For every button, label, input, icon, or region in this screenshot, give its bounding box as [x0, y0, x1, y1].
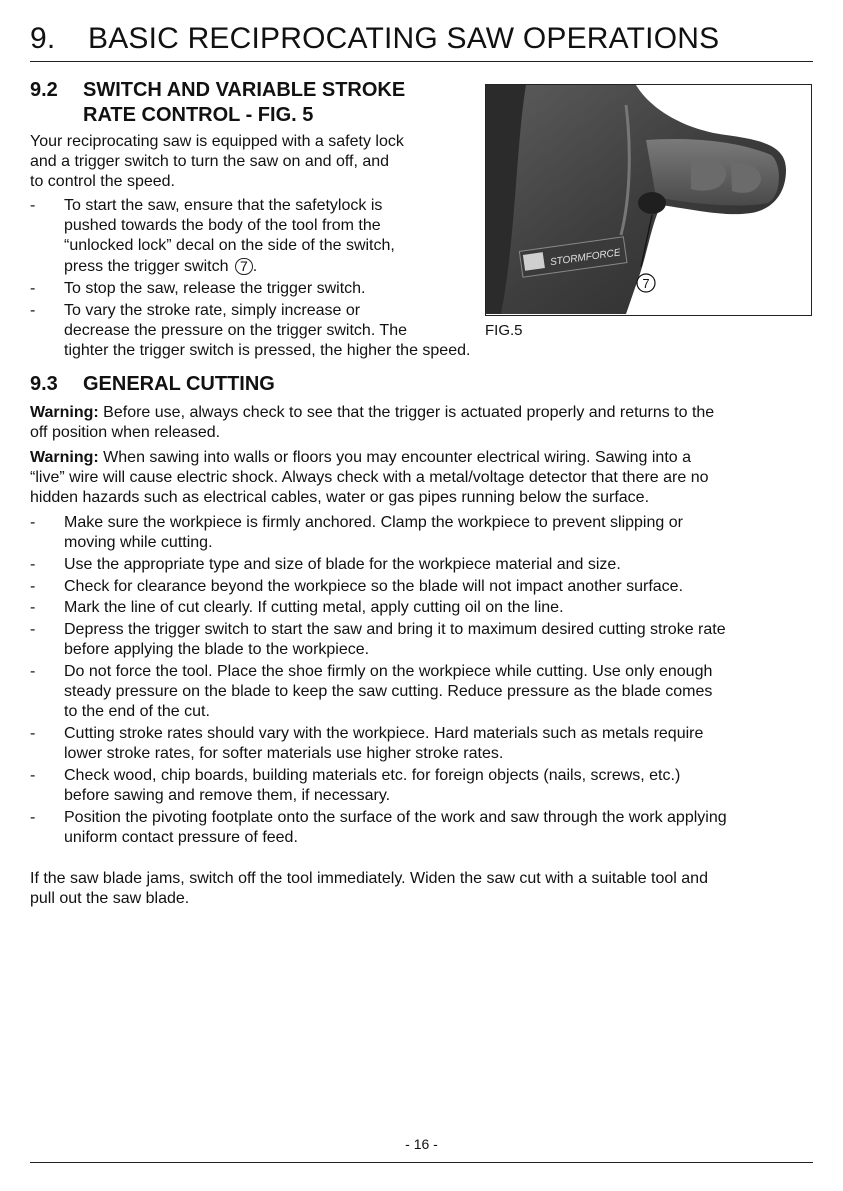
section-title: GENERAL CUTTING [83, 373, 275, 395]
section-9-2-intro [30, 132, 480, 193]
list-item [30, 196, 550, 277]
list-item [30, 577, 820, 597]
bullet-dash: - [30, 662, 36, 680]
section-number: 9.2 [30, 79, 58, 101]
section-title-line-1: SWITCH AND VARIABLE STROKE [83, 79, 406, 101]
bullet-line: Cutting stroke rates should vary with the workpiece. Hard materials such as metals require [64, 725, 704, 743]
bullet-dash: - [30, 621, 36, 639]
bullet-dash: - [30, 766, 36, 784]
list-item [30, 766, 820, 806]
bullet-line: Mark the line of cut clearly. If cutting metal, apply cutting oil on the line. [64, 599, 564, 617]
brand-text: STORMFORCE [549, 247, 622, 269]
section-heading-9-3 [30, 372, 430, 397]
page-number: - 16 - [405, 1136, 438, 1152]
bullet-line: lower stroke rates, for softer materials use higher stroke rates. [64, 745, 504, 763]
warning-text: When sawing into walls or floors you may encounter electrical wiring. Sawing into a [98, 449, 692, 466]
bullet-dash: - [30, 555, 36, 573]
figure-5 [485, 84, 812, 316]
bullet-line: Make sure the workpiece is firmly anchored. Clamp the workpiece to prevent slipping or [64, 514, 683, 531]
warning-text: Before use, always check to see that the trigger is actuated properly and returns to the [98, 404, 715, 421]
warning-1 [30, 403, 820, 443]
bullet-line: decrease the pressure on the trigger switch. The [64, 322, 407, 340]
list-item [30, 301, 550, 362]
bullet-line: moving while cutting. [64, 534, 213, 552]
section-title-line-2: RATE CONTROL - FIG. 5 [83, 104, 314, 126]
bullet-dash: - [30, 197, 36, 214]
warning-text: hidden hazards such as electrical cables, water or gas pipes running below the surface. [30, 489, 650, 507]
bullet-dash: - [30, 577, 36, 595]
section-heading-9-2 [30, 78, 470, 128]
bullet-dash: - [30, 725, 36, 743]
list-item [30, 555, 820, 575]
warning-text: “live” wire will cause electric shock. Always check with a metal/voltage detector that there are no [30, 469, 709, 487]
bullet-line: to the end of the cut. [64, 703, 210, 721]
list-item [30, 724, 820, 764]
list-item [30, 279, 550, 299]
bullet-line: Check wood, chip boards, building materials etc. for foreign objects (nails, screws, etc.) [64, 766, 681, 784]
bullet-dash: - [30, 302, 36, 320]
bullet-line: press the trigger switch [64, 257, 229, 275]
bullet-line: Check for clearance beyond the workpiece so the blade will not impact another surface. [64, 577, 684, 595]
bullet-dash: - [30, 279, 36, 297]
closing-paragraph [30, 869, 820, 909]
saw-illustration [486, 85, 810, 314]
section-9-3-bullets [30, 513, 820, 848]
intro-line: Your reciprocating saw is equipped with a safety lock [30, 133, 404, 150]
bullet-line: tighter the trigger switch is pressed, the higher the speed. [64, 342, 471, 360]
footer-divider [30, 1162, 813, 1163]
bullet-line: Position the pivoting footplate onto the surface of the work and saw through the work applying [64, 808, 727, 826]
bullet-line: “unlocked lock” decal on the side of the switch, [64, 237, 395, 255]
closing-line: pull out the saw blade. [30, 890, 190, 908]
section-number: 9.3 [30, 373, 58, 395]
bullet-dash: - [30, 514, 36, 531]
bullet-line: steady pressure on the blade to keep the saw cutting. Reduce pressure as the blade comes [64, 683, 713, 701]
chapter-title: BASIC RECIPROCATING SAW OPERATIONS [88, 22, 720, 55]
bullet-dash: - [30, 808, 36, 826]
bullet-line: Do not force the tool. Place the shoe firmly on the workpiece while cutting. Use only enough [64, 662, 713, 680]
section-9-2-bullets [30, 196, 550, 362]
warning-text: off position when released. [30, 424, 221, 442]
bullet-line: Depress the trigger switch to start the saw and bring it to maximum desired cutting stroke rate [64, 621, 726, 639]
trigger-switch [638, 192, 666, 214]
chapter-number: 9. [30, 22, 56, 55]
intro-line: and a trigger switch to turn the saw on and off, and [30, 153, 390, 171]
bullet-line: To vary the stroke rate, simply increase or [64, 302, 361, 320]
title-divider [30, 61, 813, 62]
list-item [30, 513, 820, 553]
bullet-line: before sawing and remove them, if necessary. [64, 787, 391, 805]
warning-2 [30, 448, 820, 509]
bullet-line: before applying the blade to the workpiece. [64, 641, 370, 659]
bullet-line: uniform contact pressure of feed. [64, 829, 298, 847]
callout-number: 7 [642, 276, 650, 291]
list-item [30, 662, 820, 723]
page-title [30, 22, 719, 56]
bullet-line: pushed towards the body of the tool from the [64, 217, 381, 235]
warning-label: Warning: [30, 449, 99, 466]
list-item [30, 598, 820, 618]
figure-caption: FIG.5 [485, 322, 523, 339]
warning-label: Warning: [30, 404, 99, 421]
bullet-line: To start the saw, ensure that the safetylock is [64, 197, 383, 214]
bullet-end: . [252, 257, 258, 275]
bullet-dash: - [30, 599, 36, 617]
bullet-line: To stop the saw, release the trigger switch. [64, 279, 366, 297]
list-item [30, 620, 820, 660]
bullet-line: Use the appropriate type and size of blade for the workpiece material and size. [64, 555, 621, 573]
closing-line: If the saw blade jams, switch off the tool immediately. Widen the saw cut with a suitable tool and [30, 870, 708, 887]
callout-marker: 7 [235, 258, 253, 275]
intro-line: to control the speed. [30, 173, 175, 191]
list-item [30, 808, 820, 848]
